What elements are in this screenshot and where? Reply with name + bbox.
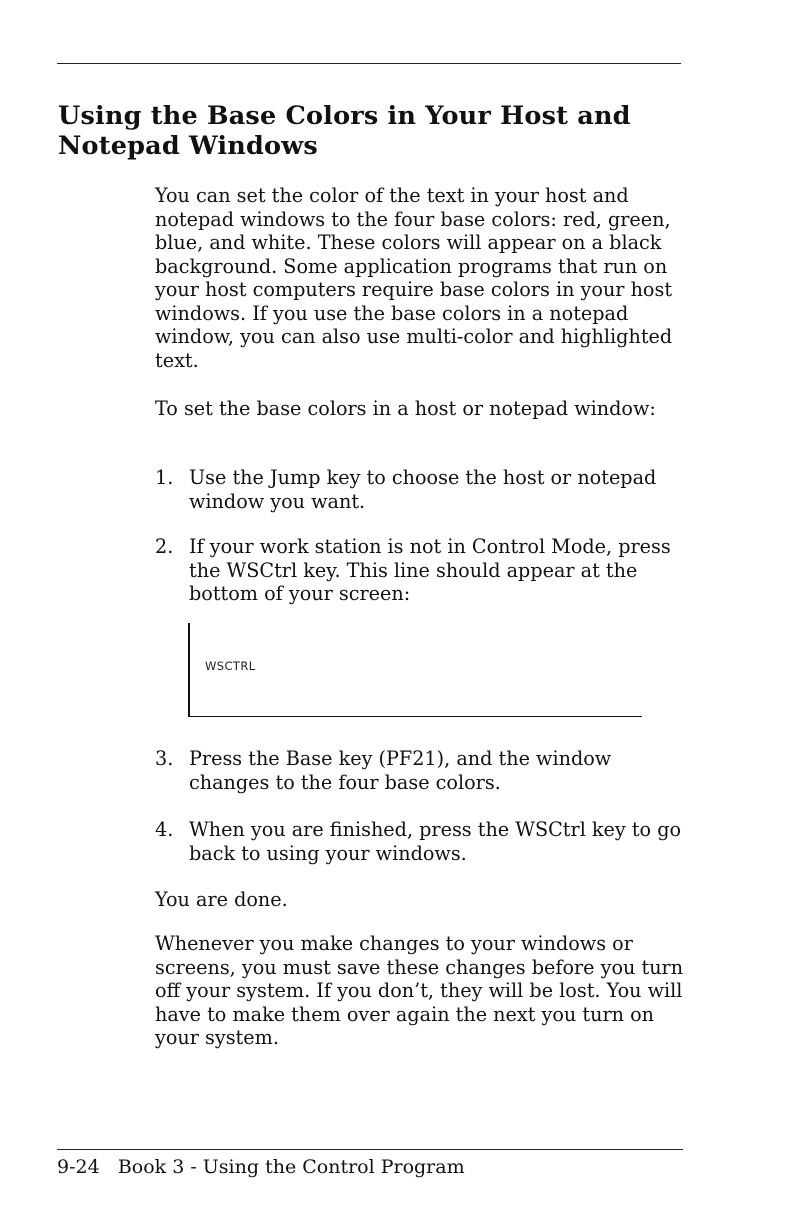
lead-in-text: To set the base colors in a host or notepad window: — [155, 397, 656, 420]
step-text: If your work station is not in Control Mode, press the WSCtrl key. This line should appear at the bottom of your screen: — [189, 535, 671, 605]
step-number: 4. — [155, 818, 174, 841]
book-title: Book 3 - Using the Control Program — [117, 1156, 465, 1178]
note-paragraph — [155, 932, 695, 1050]
step-text: Press the Base key (PF21), and the window changes to the four base colors. — [189, 747, 612, 794]
step-number: 3. — [155, 747, 174, 770]
step-number: 2. — [155, 535, 174, 558]
intro-paragraph — [155, 184, 695, 372]
section-heading: Using the Base Colors in Your Host and Notepad Windows — [58, 101, 631, 161]
screen-left-edge — [188, 623, 190, 717]
step-number: 1. — [155, 466, 174, 489]
step-text: When you are finished, press the WSCtrl key to go back to using your windows. — [189, 818, 682, 865]
done-text: You are done. — [155, 888, 288, 911]
step-text: Use the Jump key to choose the host or notepad window you want. — [189, 466, 657, 513]
screen-bottom-edge — [188, 716, 642, 718]
page-number: 9-24 — [57, 1156, 100, 1178]
page-footer — [57, 1155, 465, 1179]
lead-in-paragraph — [155, 397, 695, 421]
done-paragraph — [155, 888, 695, 912]
screen-illustration — [188, 623, 642, 717]
wsctrl-status-line: WSCTRL — [205, 659, 256, 673]
top-rule — [57, 63, 681, 64]
footer-rule — [57, 1149, 683, 1150]
note-text: Whenever you make changes to your windows or screens, you must save these changes before you turn off your system. If you don’t, they will be lost. You will have to make them over again the next you turn on your system. — [155, 932, 684, 1049]
intro-text: You can set the color of the text in your host and notepad windows to the four base colors: red, green, blue, and white. These colors will appear on a black background. Some application programs that run on your host computers require base colors in your host windows. If you use the base colors in a notepad window, you can also use multi-color and highlighted text. — [155, 184, 673, 372]
